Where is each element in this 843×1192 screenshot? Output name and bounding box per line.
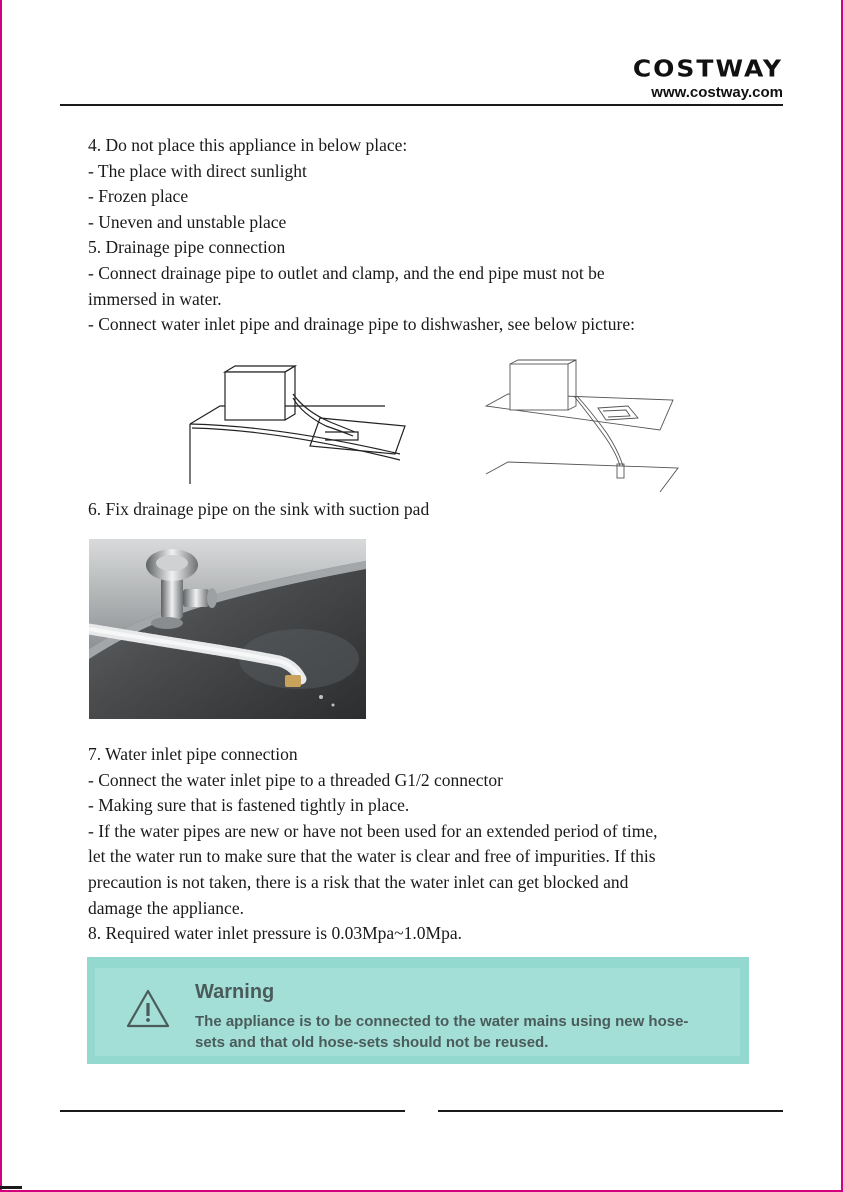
instruction-line: 7. Water inlet pipe connection bbox=[88, 744, 298, 764]
warning-message bbox=[195, 1011, 735, 1053]
instruction-line: 8. Required water inlet pressure is 0.03Mpa~1.0Mpa. bbox=[88, 923, 462, 944]
sink-connection-diagram bbox=[478, 356, 688, 492]
instruction-line: immersed in water. bbox=[88, 288, 222, 309]
instruction-line: - If the water pipes are new or have not been used for an extended period of time, bbox=[88, 820, 658, 841]
sink-drain-hose-photo bbox=[89, 539, 366, 719]
brand-logo bbox=[633, 56, 783, 102]
water-inlet-instructions bbox=[88, 742, 758, 947]
suction-pad-instruction bbox=[88, 497, 758, 523]
footer-divider-left bbox=[60, 1110, 405, 1112]
warning-title: Warning bbox=[195, 981, 275, 1003]
warning-line: The appliance is to be connected to the water mains using new hose- bbox=[195, 1013, 689, 1030]
header-divider bbox=[60, 104, 783, 106]
warning-panel bbox=[95, 968, 740, 1056]
instruction-line: 5. Drainage pipe connection bbox=[88, 237, 286, 258]
instruction-line: - Uneven and unstable place bbox=[88, 211, 287, 232]
instruction-line: let the water run to make sure that the water is clear and free of impurities. If this bbox=[88, 846, 656, 867]
instruction-line: - Making sure that is fastened tightly in place. bbox=[88, 795, 410, 816]
countertop-connection-diagram bbox=[180, 356, 410, 486]
footer-divider-right bbox=[438, 1110, 783, 1112]
section-heading: 6. Fix drainage pipe on the sink with suction pad bbox=[88, 499, 430, 519]
crop-frame-left bbox=[0, 0, 2, 1192]
brand-name: COSTWAY bbox=[632, 55, 783, 82]
warning-box bbox=[87, 957, 749, 1064]
instruction-line: - Connect the water inlet pipe to a threaded G1/2 connector bbox=[88, 769, 503, 790]
instruction-line: precaution is not taken, there is a risk that the water inlet can get blocked and bbox=[88, 871, 629, 892]
crop-mark bbox=[0, 1186, 22, 1189]
instruction-line: - Connect drainage pipe to outlet and clamp, and the end pipe must not be bbox=[88, 262, 605, 283]
instruction-line: - Frozen place bbox=[88, 186, 189, 207]
instruction-line: - The place with direct sunlight bbox=[88, 160, 307, 181]
placement-and-drainage-instructions bbox=[88, 133, 758, 338]
instruction-line: 4. Do not place this appliance in below place: bbox=[88, 135, 408, 155]
instruction-line: - Connect water inlet pipe and drainage pipe to dishwasher, see below picture: bbox=[88, 314, 635, 335]
brand-url: www.costway.com bbox=[651, 84, 783, 101]
warning-triangle-icon bbox=[125, 988, 171, 1030]
warning-line: sets and that old hose-sets should not be reused. bbox=[195, 1034, 549, 1051]
instruction-line: damage the appliance. bbox=[88, 897, 244, 918]
